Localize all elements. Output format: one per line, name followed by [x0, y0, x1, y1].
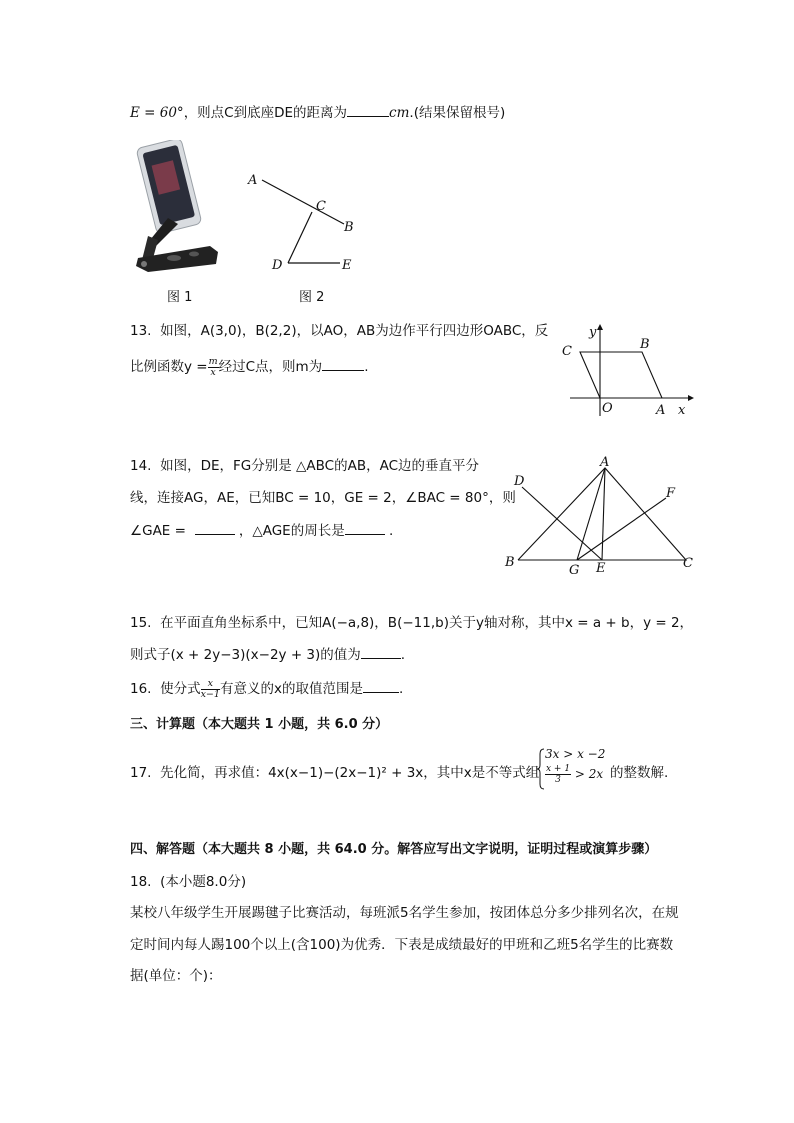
- segment-dc: [288, 212, 312, 263]
- q17-brace: [537, 748, 545, 790]
- q13-number: 13.: [130, 323, 152, 339]
- q18-score: (本小题8.0分): [160, 874, 247, 890]
- label-g: G: [569, 563, 580, 578]
- q12-text: ，则点C到底座DE的距离为: [183, 105, 348, 121]
- q15-text1: 在平面直角坐标系中，已知A(−a,8)，B(−11,b)关于y轴对称，其中x = a + b，y = 2，: [160, 615, 694, 631]
- q14-line1: [130, 456, 479, 476]
- q15-end: .: [400, 647, 406, 663]
- point-d: D: [272, 258, 283, 273]
- q16-fraction: [201, 679, 220, 700]
- line-de: [522, 487, 602, 560]
- q14-text3-mid: ，△AGE的周长是: [238, 523, 345, 539]
- q15-line2: [130, 644, 405, 665]
- q17-sys-fraction: [545, 764, 571, 785]
- q18-header: [130, 872, 246, 892]
- q17-end: 的整数解.: [610, 765, 669, 781]
- q16-line: [130, 678, 403, 700]
- q16-end: .: [398, 681, 404, 697]
- label-a: A: [656, 403, 666, 418]
- q13-text2-pre: 比例函数y =: [130, 359, 208, 375]
- q17-text: 先化简，再求值：4x(x−1)−(2x−1)² + 3x，其中x是不等式组: [160, 765, 540, 781]
- q12-math: E = 60°: [130, 105, 184, 121]
- q14-line3: [130, 520, 393, 541]
- q14-text2: 线，连接AG，AE，已知BC = 10，GE = 2，∠BAC = 80°，则: [130, 490, 516, 506]
- line-fg: [577, 498, 666, 560]
- q16-frac-den: x−1: [200, 688, 220, 700]
- q12-diagram: [240, 168, 370, 278]
- q17-line: [130, 763, 539, 783]
- q18-number: 18.: [130, 874, 152, 890]
- q14-triangle-figure: [500, 452, 700, 580]
- q17-system-line1: 3x > x −2: [545, 747, 606, 761]
- q14-text1: 如图，DE，FG分别是 △ABC的AB，AC边的垂直平分: [160, 458, 480, 474]
- q13-frac-num: m: [208, 355, 218, 367]
- section3-title: 三、计算题（本大题共 1 小题，共 6.0 分）: [130, 717, 389, 732]
- q12-tail-line: [130, 102, 505, 123]
- q17-end-line: [610, 763, 668, 783]
- point-a: A: [248, 173, 258, 188]
- q13-text1: 如图，A(3,0)，B(2,2)，以AO，AB为边作平行四边形OABC，反: [160, 323, 549, 339]
- label-f: F: [666, 486, 676, 501]
- q18-line1: 某校八年级学生开展踢毽子比赛活动，每班派5名学生参加，按团体总分多少排列名次，在规: [130, 905, 679, 921]
- q12-note: .(结果保留根号): [409, 105, 506, 121]
- segment-ab: [262, 180, 344, 224]
- label-e: E: [596, 561, 606, 576]
- label-y: y: [589, 325, 597, 340]
- label-b: B: [640, 337, 650, 352]
- q16-pre: 使分式: [160, 681, 201, 697]
- label-a: A: [600, 455, 610, 470]
- q15-line1: [130, 613, 693, 633]
- q14-end: .: [389, 523, 394, 539]
- label-x: x: [678, 403, 686, 418]
- q15-answer-blank[interactable]: [361, 644, 401, 659]
- section4-title: 四、解答题（本大题共 8 小题，共 64.0 分。解答应写出文字说明，证明过程或演算步骤）: [130, 842, 658, 857]
- q13-frac-den: x: [210, 366, 216, 378]
- point-e: E: [342, 258, 352, 273]
- q17-sys-num: x + 1: [546, 764, 571, 774]
- q16-frac-num: x: [201, 679, 220, 690]
- base-hole-2: [189, 252, 199, 257]
- q15-text2: 则式子(x + 2y−3)(x−2y + 3)的值为: [130, 647, 361, 663]
- q15-number: 15.: [130, 615, 152, 631]
- q16-number: 16.: [130, 681, 152, 697]
- q18-line3: 据(单位：个)：: [130, 968, 222, 984]
- segment-ag: [577, 468, 605, 560]
- q13-end: .: [364, 359, 369, 375]
- fig2-label: 图 2: [299, 290, 325, 305]
- q17-system-line2: [545, 764, 603, 785]
- segment-ae: [602, 468, 605, 560]
- point-b: B: [344, 220, 354, 235]
- q13-text2-post: 经过C点，则m为: [218, 359, 323, 375]
- label-d: D: [514, 474, 525, 489]
- q17-number: 17.: [130, 765, 152, 781]
- q18-line2: 定时间内每人踢100个以上(含100)为优秀．下表是成绩最好的甲班和乙班5名学生的比赛数: [130, 937, 674, 953]
- q13-line1: [130, 321, 548, 341]
- point-c: C: [316, 199, 326, 214]
- phone-stand-photo: [128, 140, 220, 272]
- q14-line2: [130, 488, 516, 508]
- fig1-label: 图 1: [167, 290, 193, 305]
- q17-sys-rhs: > 2x: [574, 767, 604, 781]
- q12-answer-blank[interactable]: [347, 102, 389, 117]
- q13-line2: [130, 356, 368, 378]
- label-o: O: [602, 401, 613, 416]
- hinge-knob: [141, 261, 147, 267]
- q17-sys-den: 3: [555, 775, 561, 785]
- label-b: B: [505, 555, 515, 570]
- q14-answer-blank-2[interactable]: [345, 520, 385, 535]
- label-c: C: [683, 556, 693, 571]
- label-c: C: [562, 344, 572, 359]
- parallelogram-oabc: [580, 352, 662, 398]
- q13-fraction: [208, 357, 219, 378]
- q16-post: 有意义的x的取值范围是: [219, 681, 363, 697]
- q14-number: 14.: [130, 458, 152, 474]
- q12-unit: cm: [389, 105, 410, 121]
- q13-answer-blank[interactable]: [322, 356, 364, 371]
- q14-text3-pre: ∠GAE =: [130, 523, 186, 539]
- y-arrow: [597, 324, 603, 330]
- q16-answer-blank[interactable]: [363, 678, 399, 693]
- x-arrow: [688, 395, 694, 401]
- q13-coordinate-figure: [560, 318, 700, 422]
- base-hole-1: [167, 255, 181, 261]
- q14-answer-blank-1[interactable]: [195, 520, 235, 535]
